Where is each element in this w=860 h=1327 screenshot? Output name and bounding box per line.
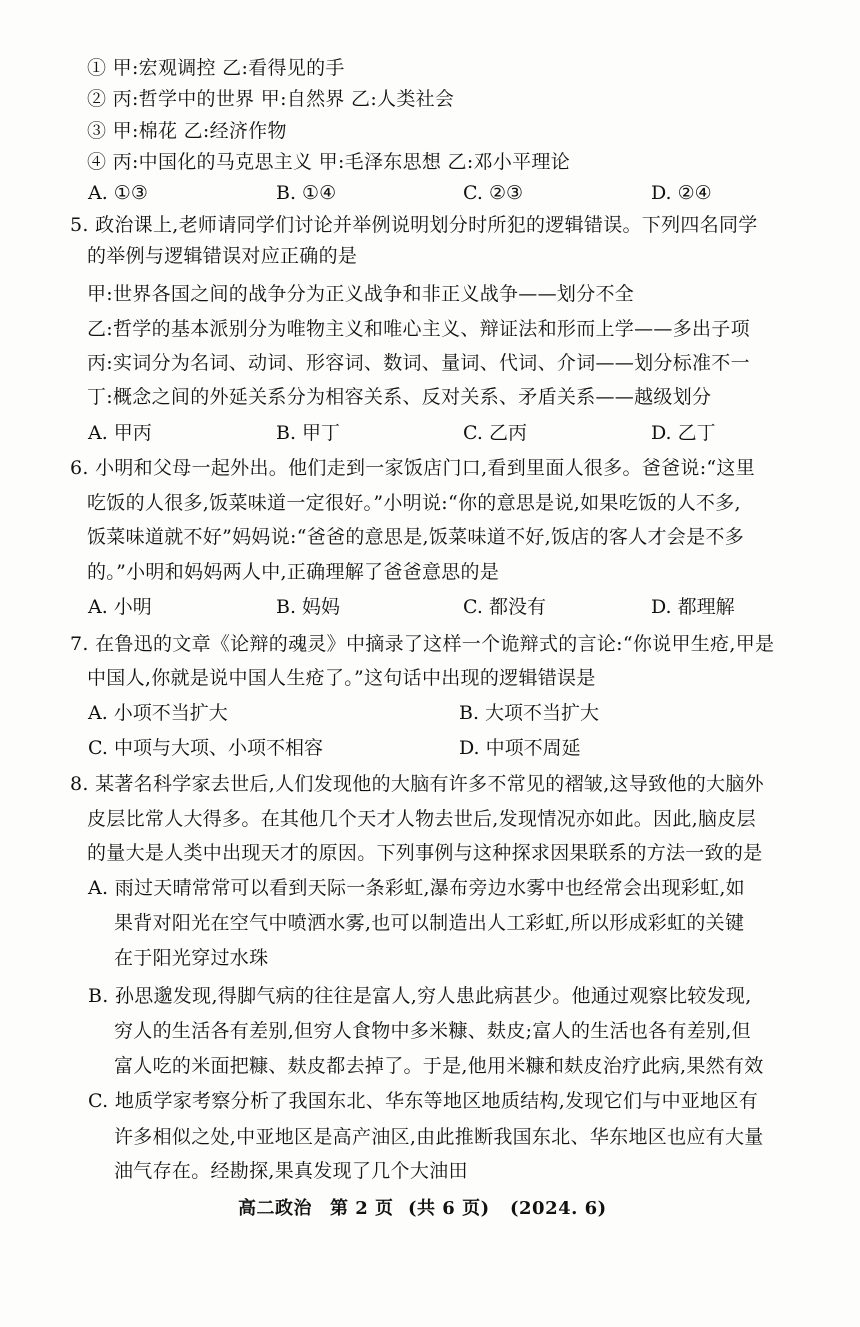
q8-option-c-line-1: C. 地质学家考察分析了我国东北、华东等地区地质结构,发现它们与中亚地区有 [88, 1090, 759, 1112]
q8-option-c-line-2: 许多相似之处,中亚地区是高产油区,由此推断我国东北、华东地区也应有大量 [114, 1126, 764, 1148]
footer-date: (2024. 6) [510, 1198, 607, 1219]
q6-stem-line-3: 饭菜味道就不好”妈妈说:“爸爸的意思是,饭菜味道不好,饭店的客人才会是不多 [87, 526, 745, 548]
q7-option-a: A. 小项不当扩大 [88, 702, 228, 724]
q4-option-a: A. ①③ [88, 182, 148, 204]
q4-option-b: B. ①④ [276, 182, 337, 204]
q5-statement-ding: 丁:概念之间的外延关系分为相容关系、反对关系、矛盾关系——越级划分 [87, 386, 712, 408]
q5-option-a: A. 甲丙 [88, 422, 152, 444]
footer-page: 第 2 页 [330, 1198, 394, 1219]
q6-option-d: D. 都理解 [651, 596, 735, 618]
q8-stem-line-2: 皮层比常人大得多。在其他几个天才人物去世后,发现情况亦如此。因此,脑皮层 [87, 808, 756, 830]
q5-statement-jia: 甲:世界各国之间的战争分为正义战争和非正义战争——划分不全 [87, 283, 635, 305]
q5-option-d: D. 乙丁 [651, 422, 716, 444]
q8-option-b-line-3: 富人吃的米面把糠、麸皮都去掉了。于是,他用米糠和麸皮治疗此病,果然有效 [114, 1055, 764, 1077]
q8-option-a-line-1: A. 雨过天晴常常可以看到天际一条彩虹,瀑布旁边水雾中也经常会出现彩虹,如 [88, 877, 745, 899]
q6-option-a: A. 小明 [88, 596, 152, 618]
q7-option-b: B. 大项不当扩大 [459, 702, 600, 724]
q8-stem-line-3: 的量大是人类中出现天才的原因。下列事例与这种探求因果联系的方法一致的是 [87, 842, 763, 864]
q4-option-c: C. ②③ [463, 182, 524, 204]
q5-stem-line-1: 5. 政治课上,老师请同学们讨论并举例说明划分时所犯的逻辑错误。下列四名同学 [70, 214, 758, 236]
q6-stem-line-2: 吃饭的人很多,饭菜味道一定很好。”小明说:“你的意思是说,如果吃饭的人不多, [87, 492, 741, 514]
q6-option-b: B. 妈妈 [276, 596, 341, 618]
q5-statement-yi: 乙:哲学的基本派别分为唯物主义和唯心主义、辩证法和形而上学——多出子项 [87, 318, 750, 340]
q7-option-c: C. 中项与大项、小项不相容 [88, 737, 323, 759]
q7-stem-line-2: 中国人,你就是说中国人生疮了。”这句话中出现的逻辑错误是 [87, 667, 596, 689]
footer-subject: 高二政治 [238, 1198, 312, 1219]
q4-item-2: ② 丙:哲学中的世界 甲:自然界 乙:人类社会 [87, 88, 455, 110]
q6-option-c: C. 都没有 [463, 596, 546, 618]
q4-item-4: ④ 丙:中国化的马克思主义 甲:毛泽东思想 乙:邓小平理论 [87, 151, 571, 173]
q5-option-c: C. 乙丙 [463, 422, 527, 444]
q7-option-d: D. 中项不周延 [459, 737, 581, 759]
q5-option-b: B. 甲丁 [276, 422, 341, 444]
q8-option-c-line-3: 油气存在。经勘探,果真发现了几个大油田 [114, 1160, 468, 1182]
q4-item-1: ① 甲:宏观调控 乙:看得见的手 [87, 57, 345, 79]
q8-option-a-line-3: 在于阳光穿过水珠 [114, 947, 269, 969]
q4-item-3: ③ 甲:棉花 乙:经济作物 [87, 120, 287, 142]
q7-stem-line-1: 7. 在鲁迅的文章《论辩的魂灵》中摘录了这样一个诡辩式的言论:“你说甲生疮,甲是 [70, 633, 775, 655]
q8-option-b-line-1: B. 孙思邈发现,得脚气病的往往是富人,穷人患此病甚少。他通过观察比较发现, [88, 985, 752, 1007]
q8-stem-line-1: 8. 某著名科学家去世后,人们发现他的大脑有许多不常见的褶皱,这导致他的大脑外 [70, 773, 764, 795]
q6-stem-line-1: 6. 小明和父母一起外出。他们走到一家饭店门口,看到里面人很多。爸爸说:“这里 [70, 457, 756, 479]
q5-statement-bing: 丙:实词分为名词、动词、形容词、数词、量词、代词、介词——划分标准不一 [87, 352, 750, 374]
q4-option-d: D. ②④ [651, 182, 712, 204]
q8-option-b-line-2: 穷人的生活各有差别,但穷人食物中多米糠、麸皮;富人的生活也各有差别,但 [114, 1020, 751, 1042]
q5-stem-line-2: 的举例与逻辑错误对应正确的是 [87, 245, 358, 267]
q8-option-a-line-2: 果背对阳光在空气中喷洒水雾,也可以制造出人工彩虹,所以形成彩虹的关键 [114, 912, 745, 934]
footer-total: (共 6 页) [408, 1198, 490, 1219]
q6-stem-line-4: 的。”小明和妈妈两人中,正确理解了爸爸意思的是 [87, 561, 500, 583]
